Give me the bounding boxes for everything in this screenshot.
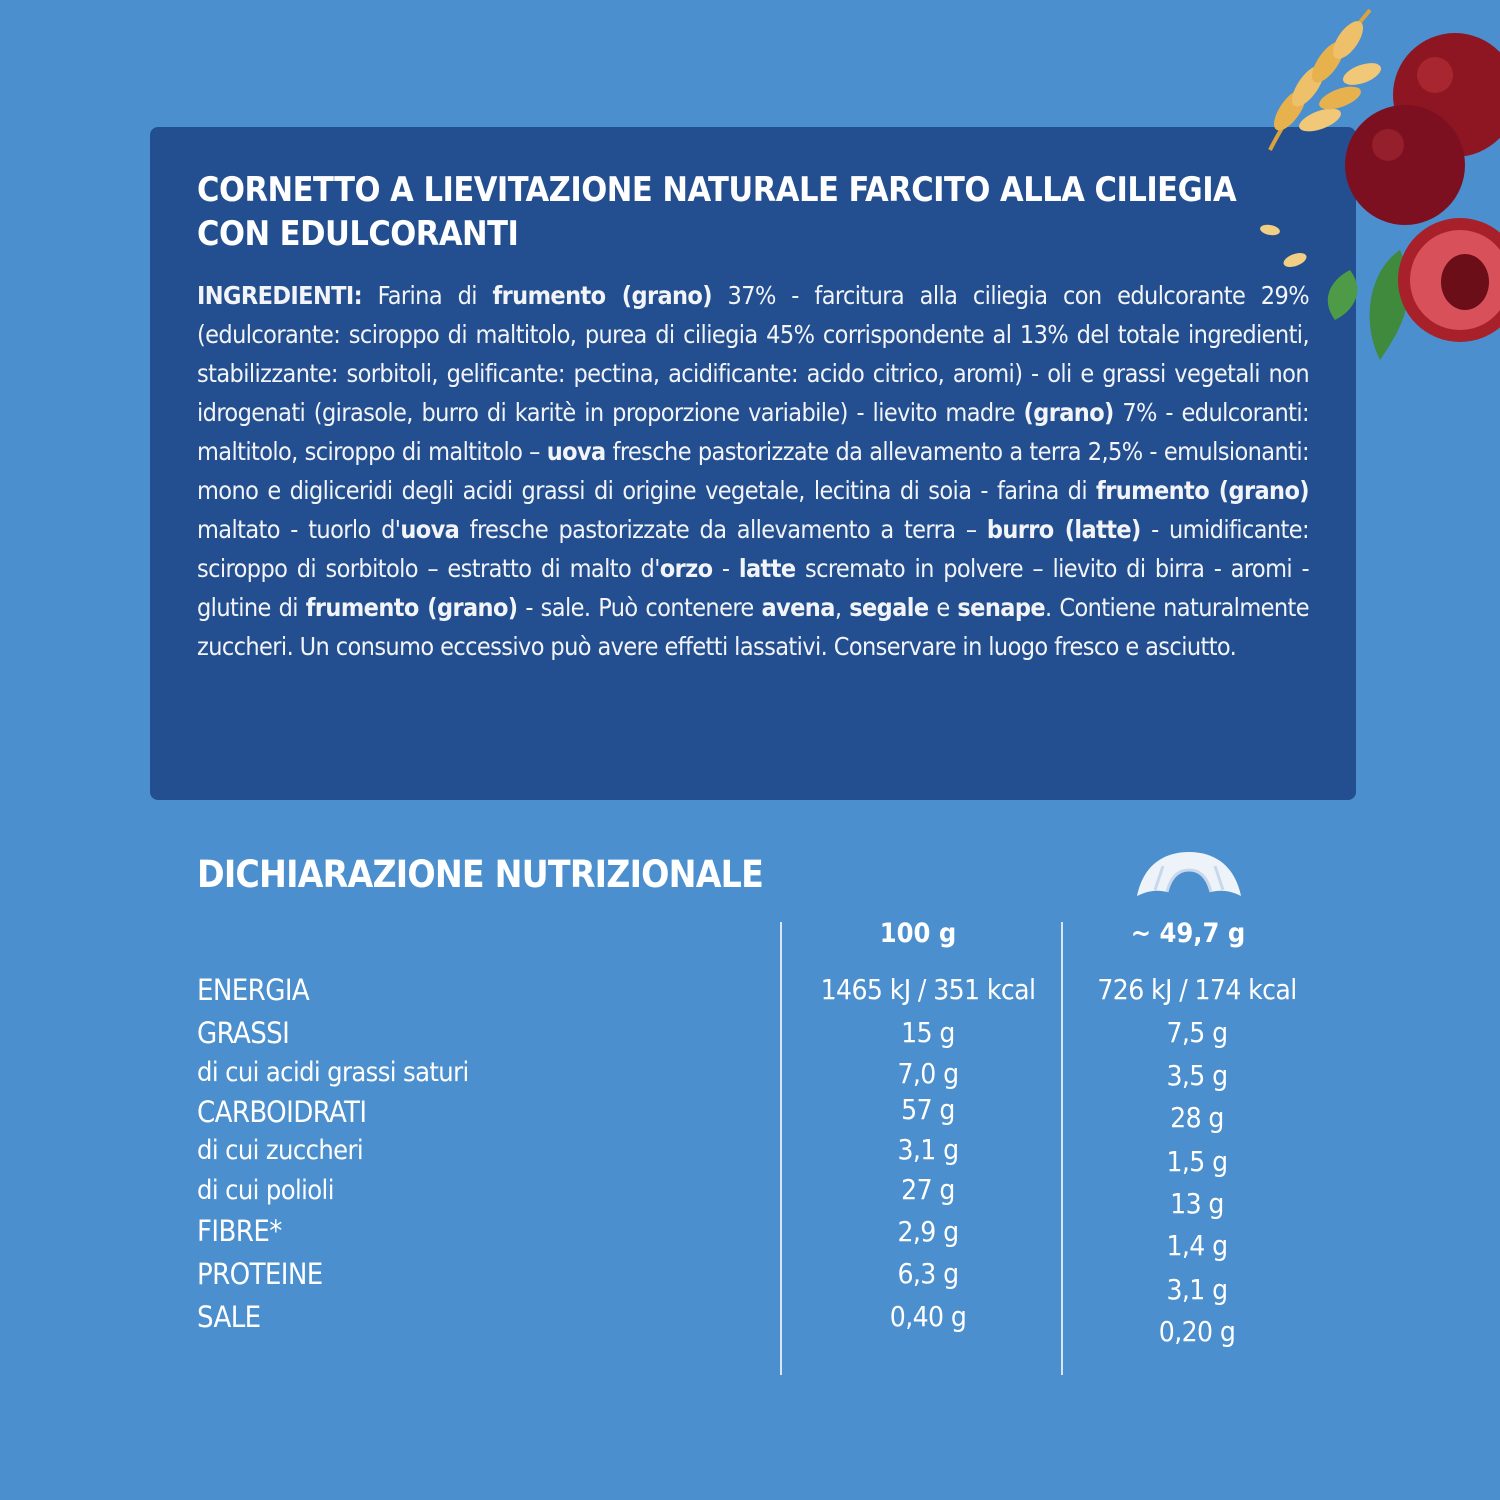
nutrition-row-label: di cui zuccheri [197, 1135, 364, 1166]
column-header-portion: ~ 49,7 g [1130, 918, 1246, 949]
cherry-wheat-illustration [1250, 0, 1500, 360]
column-divider [1061, 922, 1063, 1375]
croissant-icon [1133, 846, 1245, 904]
column-header-100g: 100 g [879, 918, 957, 949]
column-divider [780, 922, 782, 1375]
nutrition-row-label: ENERGIA [197, 973, 310, 1007]
nutrition-value-100g: 2,9 g [897, 1215, 959, 1248]
nutrition-row-label: SALE [197, 1300, 261, 1334]
ingredients-text: INGREDIENTI: Farina di frumento (grano) 37% - farcitura alla ciliegia con edulcorante 29% (edulcorante: sciroppo di maltitolo, purea di ciliegia 45% corrispondente al 13% del totale ingredienti, stabilizzante: sorbitoli, gelificante: pectina, acidificante: acido citrico, aromi) - oli e grassi vegetali non idrogenati (girasole, burro di karitè in proporzione variabile) - lievito madre (grano) 7% - edulcoranti: maltitolo, sciroppo di maltitolo – uova fresche pastorizzate da allevamento a terra 2,5% - emulsionanti: mono e digliceridi degli acidi grassi di origine vegetale, lecitina di soia - farina di frumento (grano) maltato - tuorlo d'uova fresche pastorizzate da allevamento a terra – burro (latte) - umidificante: sciroppo di sorbitolo – estratto di malto d'orzo - latte scremato in polvere – lievito di birra - aromi - glutine di frumento (grano) - sale. Può contenere avena, segale e senape. Contiene naturalmente zuccheri. Un consumo eccessivo può avere effetti lassativi. Conservare in luogo fresco e asciutto. [197, 281, 1309, 661]
nutrition-value-portion: 7,5 g [1166, 1016, 1228, 1049]
nutrition-value-100g: 1465 kJ / 351 kcal [820, 973, 1036, 1006]
leaf-icon [1328, 250, 1409, 360]
nutrition-value-portion: 13 g [1170, 1187, 1224, 1220]
nutrition-row-label: di cui acidi grassi saturi [197, 1057, 469, 1088]
nutrition-value-portion: 1,5 g [1166, 1145, 1228, 1178]
nutrition-row-label: di cui polioli [197, 1175, 334, 1206]
nutrition-value-100g: 0,40 g [889, 1300, 967, 1333]
nutrition-value-portion: 3,5 g [1166, 1059, 1228, 1092]
nutrition-value-100g: 3,1 g [897, 1133, 959, 1166]
nutrition-row-label: GRASSI [197, 1016, 290, 1050]
nutrition-value-portion: 28 g [1170, 1101, 1224, 1134]
product-title: CORNETTO A LIEVITAZIONE NATURALE FARCITO ALLA CILIEGIA CON EDULCORANTI [197, 170, 1237, 254]
cherry-icon [1345, 33, 1500, 225]
nutrition-value-100g: 6,3 g [897, 1257, 959, 1290]
nutrition-value-portion: 726 kJ / 174 kcal [1097, 973, 1297, 1006]
nutrition-row-label: FIBRE* [197, 1214, 282, 1248]
nutrition-title: DICHIARAZIONE NUTRIZIONALE [197, 853, 764, 896]
nutrition-value-portion: 0,20 g [1158, 1315, 1236, 1348]
nutrition-value-100g: 15 g [901, 1016, 955, 1049]
nutrition-value-100g: 57 g [901, 1093, 955, 1126]
nutrition-value-100g: 7,0 g [897, 1057, 959, 1090]
nutrition-row-label: PROTEINE [197, 1257, 323, 1291]
nutrition-value-portion: 1,4 g [1166, 1229, 1228, 1262]
nutrition-row-label: CARBOIDRATI [197, 1095, 367, 1129]
cherry-half-icon [1398, 218, 1500, 342]
nutrition-value-portion: 3,1 g [1166, 1273, 1228, 1306]
nutrition-value-100g: 27 g [901, 1173, 955, 1206]
